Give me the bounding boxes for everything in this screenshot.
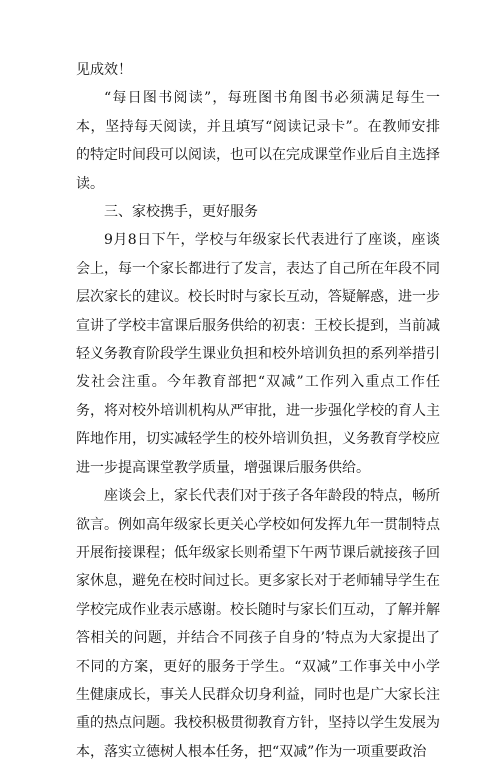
section-heading: 三、家校携手，更好服务	[104, 204, 258, 221]
document-body	[76, 56, 440, 766]
paragraph-parents-feedback: 座谈会上，家长代表们对于孩子各年龄段的特点，畅所欲言。例如高年级家长更关心学校如何发挥九年一贯制特点开展衔接课程；低年级家长则希望下午两节课后就接孩子回家休息，避免在校时间过长。更多家长对于老师辅导学生在学校完成作业表示感谢。校长随时与家长们互动，了解并解答相关的问题，并结合不同孩子自身的’特点为大家提出了不同的方案，更好的服务于学生。“双减”工作事关中小学生健康成长，事关人民群众切身利益，同时也是广大家长注重的热点问题。我校积极贯彻教育方针，坚持以学生发展为本，落实立德树人根本任务，把“双减”作为一项重要政治	[76, 488, 440, 760]
paragraph-meeting: 9月8日下午，学校与年级家长代表进行了座谈，座谈会上，每一个家长都进行了发言，表达了自己所在年段不同层次家长的建议。校长时时与家长互动，答疑解惑，进一步宣讲了学校丰富课后服务供给的初衷：王校长提到，当前减轻义务教育阶段学生课业负担和校外培训负担的系列举措引发社会注重。今年教育部把“双减”工作列入重点工作任务，将对校外培训机构从严审批，进一步强化学校的育人主阵地作用，切实减轻学生的校外培训负担，义务教育学校应进一步提高课堂教学质量，增强课后服务供给。	[76, 232, 440, 476]
paragraph-reading-program: “每日图书阅读”，每班图书角图书必须满足每生一本，坚持每天阅读，并且填写“阅读记录卡”。在教师安排的特定时间段可以阅读，也可以在完成课堂作业后自主选择读。	[76, 90, 440, 192]
paragraph-continuation: 见成效！	[76, 62, 132, 78]
